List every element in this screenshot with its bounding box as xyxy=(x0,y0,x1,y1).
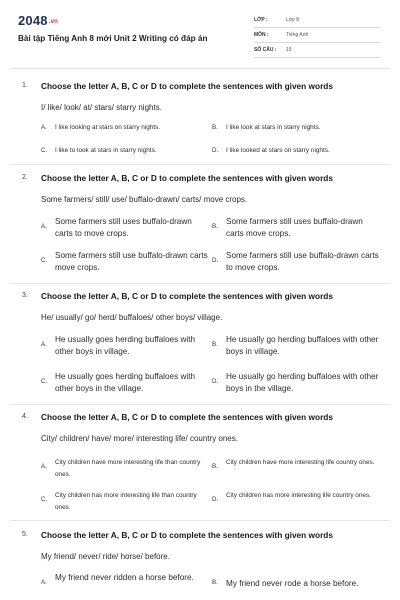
meta-underline xyxy=(254,57,380,58)
question-divider xyxy=(10,404,390,405)
option-text: Some farmers still uses buffalo-drawn carts move crops. xyxy=(226,217,363,238)
question-instruction: Choose the letter A, B, C or D to complete the sentences with given words xyxy=(41,81,333,91)
question-stem: Some farmers/ still/ use/ buffalo-drawn/ carts/ move crops. xyxy=(41,195,248,204)
option-text: City children have more interesting life country ones. xyxy=(226,459,375,466)
option-text: He usually go herding buffaloes with other boys in village. xyxy=(226,335,379,356)
question-number: 5. xyxy=(22,531,28,538)
question-number: 1. xyxy=(22,82,28,89)
option-letter: A. xyxy=(41,463,47,470)
question-stem: City/ children/ have/ more/ interesting life/ country ones. xyxy=(41,434,238,443)
meta-label: SỐ CÂU : xyxy=(254,47,277,53)
option-letter: C. xyxy=(41,378,48,385)
option-letter: A. xyxy=(41,579,47,586)
header-divider xyxy=(10,68,390,69)
meta-label: MÔN : xyxy=(254,32,269,38)
option-letter: D. xyxy=(212,257,219,264)
logo-text: 2048 xyxy=(18,13,48,28)
meta-value: Tiếng Anh xyxy=(286,32,309,38)
option-letter: B. xyxy=(212,223,218,230)
meta-label: LỚP : xyxy=(254,17,268,23)
meta-underline xyxy=(254,27,380,28)
option-text: Some farmers still use buffalo-drawn carts move crops. xyxy=(55,251,208,272)
question-instruction: Choose the letter A, B, C or D to complete the sentences with given words xyxy=(41,173,333,183)
site-logo[interactable] xyxy=(18,13,58,28)
question-stem: I/ like/ look/ at/ stars/ starry nights. xyxy=(41,103,162,112)
option-text: My friend never rode a horse before. xyxy=(226,579,359,588)
document-title: Bài tập Tiếng Anh 8 mới Unit 2 Writing có đáp án xyxy=(18,34,208,43)
option-letter: D. xyxy=(212,496,219,503)
question-number: 2. xyxy=(22,174,28,181)
option-letter: D. xyxy=(212,147,219,154)
option-text: Some farmers still use buffalo-drawn carts to move crops. xyxy=(226,251,379,272)
option-letter: A. xyxy=(41,124,47,131)
question-stem: He/ usually/ go/ herd/ buffaloes/ other boys/ village. xyxy=(41,313,223,322)
question-stem: My friend/ never/ ride/ horse/ before. xyxy=(41,552,170,561)
logo-tld: .vn xyxy=(48,19,59,25)
option-letter: C. xyxy=(41,147,48,154)
option-letter: B. xyxy=(212,341,218,348)
option-letter: A. xyxy=(41,223,47,230)
question-divider xyxy=(10,164,390,165)
option-text: City children has more interesting life country ones. xyxy=(226,492,371,499)
option-text: My friend never ridden a horse before. xyxy=(55,573,194,582)
page-header xyxy=(0,0,400,66)
question-instruction: Choose the letter A, B, C or D to complete the sentences with given words xyxy=(41,530,333,540)
option-text: He usually go herding buffaloes with other boys in the village. xyxy=(226,372,379,393)
question-number: 4. xyxy=(22,413,28,420)
option-text: I like looked at stars on starry nights. xyxy=(226,147,330,154)
option-letter: D. xyxy=(212,378,219,385)
question-divider xyxy=(10,520,390,521)
option-letter: C. xyxy=(41,496,48,503)
option-text: He usually goes herding buffaloes with other boys in the village. xyxy=(55,372,196,393)
option-text: I like look at stars in starry nights. xyxy=(226,124,321,131)
question-divider xyxy=(10,283,390,284)
option-letter: B. xyxy=(212,463,218,470)
question-instruction: Choose the letter A, B, C or D to complete the sentences with given words xyxy=(41,291,333,301)
option-text: City children have more interesting life than country ones. xyxy=(55,459,201,478)
option-text: I like looking at stars on starry nights. xyxy=(55,124,161,131)
meta-value: Lớp 8 xyxy=(286,17,300,23)
option-text: I like to look at stars in starry nights. xyxy=(55,147,157,154)
option-letter: B. xyxy=(212,579,218,586)
option-letter: A. xyxy=(41,341,47,348)
meta-underline xyxy=(254,42,380,43)
option-letter: C. xyxy=(41,257,48,264)
option-letter: B. xyxy=(212,124,218,131)
option-text: City children has more interesting life than country ones. xyxy=(55,492,197,511)
question-instruction: Choose the letter A, B, C or D to complete the sentences with given words xyxy=(41,412,333,422)
meta-value: 15 xyxy=(286,47,292,53)
option-text: Some farmers still uses buffalo-drawn carts to move crops. xyxy=(55,217,192,238)
question-number: 3. xyxy=(22,292,28,299)
option-text: He usually goes herding buffaloes with other boys in village. xyxy=(55,335,196,356)
